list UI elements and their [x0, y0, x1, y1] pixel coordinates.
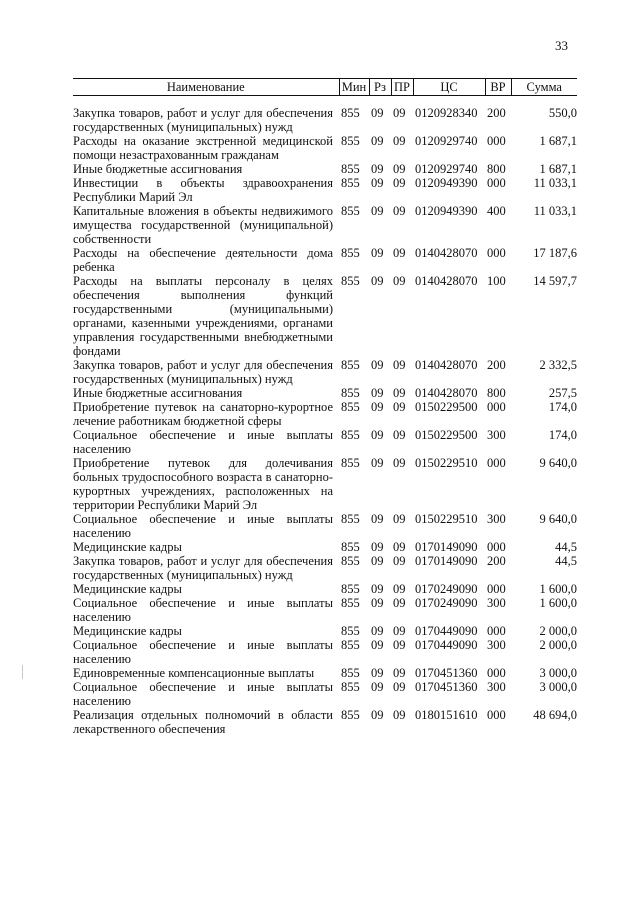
cell-name: Медицинские кадры — [73, 624, 182, 638]
column-header-min: Мин — [339, 79, 369, 96]
table-row — [73, 456, 577, 512]
cell-pr: 09 — [393, 400, 406, 414]
cell-name: Социальное обеспечение и иные выплаты населению — [73, 512, 333, 540]
column-header-rz: Рз — [369, 79, 391, 96]
cell-pr: 09 — [393, 134, 406, 148]
cell-sum: 2 000,0 — [539, 638, 577, 652]
cell-name: Приобретение путевок на санаторно-курортное лечение работникам бюджетной сферы — [73, 400, 333, 428]
cell-pr: 09 — [393, 708, 406, 722]
cell-vr: 000 — [487, 456, 506, 470]
cell-vr: 200 — [487, 554, 506, 568]
table-row — [73, 176, 577, 204]
cell-sum: 3 000,0 — [539, 666, 577, 680]
cell-min: 855 — [341, 666, 360, 680]
cell-cs: 0170451360 — [415, 680, 478, 694]
cell-pr: 09 — [393, 596, 406, 610]
table-row — [73, 428, 577, 456]
cell-rz: 09 — [371, 274, 384, 288]
cell-vr: 300 — [487, 596, 506, 610]
cell-cs: 0140428070 — [415, 386, 478, 400]
cell-sum: 174,0 — [548, 400, 577, 414]
cell-rz: 09 — [371, 554, 384, 568]
cell-rz: 09 — [371, 176, 384, 190]
cell-min: 855 — [341, 582, 360, 596]
table-row — [73, 582, 577, 596]
cell-cs: 0120929740 — [415, 134, 478, 148]
cell-vr: 000 — [487, 540, 506, 554]
scan-margin-mark — [22, 665, 23, 679]
budget-table — [73, 78, 577, 736]
cell-rz: 09 — [371, 540, 384, 554]
cell-cs: 0170149090 — [415, 540, 478, 554]
cell-min: 855 — [341, 540, 360, 554]
cell-min: 855 — [341, 554, 360, 568]
cell-min: 855 — [341, 386, 360, 400]
cell-cs: 0120929740 — [415, 162, 478, 176]
table-row — [73, 666, 577, 680]
cell-min: 855 — [341, 708, 360, 722]
cell-rz: 09 — [371, 428, 384, 442]
cell-cs: 0120949390 — [415, 176, 478, 190]
page-number: 33 — [555, 38, 568, 53]
cell-pr: 09 — [393, 456, 406, 470]
cell-name: Расходы на выплаты персоналу в целях обеспечения выполнения функций государственными (муниципальными) органами, казенными учреждениями, органами управления государственными внебюджетными фондами — [73, 274, 333, 358]
table-row — [73, 204, 577, 246]
cell-pr: 09 — [393, 358, 406, 372]
cell-min: 855 — [341, 176, 360, 190]
cell-min: 855 — [341, 274, 360, 288]
table-body — [73, 96, 577, 737]
cell-sum: 9 640,0 — [539, 456, 577, 470]
table-row — [73, 540, 577, 554]
cell-cs: 0150229500 — [415, 428, 478, 442]
cell-min: 855 — [341, 596, 360, 610]
cell-sum: 44,5 — [555, 540, 577, 554]
cell-cs: 0170249090 — [415, 596, 478, 610]
cell-rz: 09 — [371, 624, 384, 638]
table-row — [73, 708, 577, 736]
cell-vr: 000 — [487, 246, 506, 260]
table-row — [73, 512, 577, 540]
cell-name: Закупка товаров, работ и услуг для обеспечения государственных (муниципальных) нужд — [73, 106, 333, 134]
cell-cs: 0140428070 — [415, 274, 478, 288]
column-header-sum: Сумма — [511, 79, 577, 96]
cell-rz: 09 — [371, 582, 384, 596]
cell-vr: 100 — [487, 274, 506, 288]
cell-min: 855 — [341, 246, 360, 260]
table-row — [73, 386, 577, 400]
cell-name: Единовременные компенсационные выплаты — [73, 666, 315, 680]
cell-pr: 09 — [393, 274, 406, 288]
cell-sum: 1 600,0 — [539, 596, 577, 610]
cell-vr: 300 — [487, 680, 506, 694]
cell-pr: 09 — [393, 204, 406, 218]
cell-sum: 3 000,0 — [539, 680, 577, 694]
cell-pr: 09 — [393, 176, 406, 190]
cell-pr: 09 — [393, 666, 406, 680]
cell-rz: 09 — [371, 162, 384, 176]
cell-cs: 0120949390 — [415, 204, 478, 218]
cell-pr: 09 — [393, 428, 406, 442]
cell-pr: 09 — [393, 512, 406, 526]
cell-vr: 000 — [487, 400, 506, 414]
table-header — [73, 79, 577, 96]
cell-cs: 0120928340 — [415, 106, 478, 120]
cell-cs: 0150229510 — [415, 512, 478, 526]
cell-vr: 000 — [487, 582, 506, 596]
cell-sum: 11 033,1 — [533, 204, 577, 218]
cell-cs: 0140428070 — [415, 246, 478, 260]
column-header-vr: ВР — [485, 79, 511, 96]
cell-sum: 9 640,0 — [539, 512, 577, 526]
table-row — [73, 624, 577, 638]
cell-pr: 09 — [393, 624, 406, 638]
cell-pr: 09 — [393, 582, 406, 596]
table-row — [73, 274, 577, 358]
cell-name: Капитальные вложения в объекты недвижимого имущества государственной (муниципальной) собственности — [73, 204, 333, 246]
cell-sum: 174,0 — [548, 428, 577, 442]
cell-sum: 17 187,6 — [533, 246, 577, 260]
cell-rz: 09 — [371, 666, 384, 680]
cell-pr: 09 — [393, 540, 406, 554]
table-row — [73, 358, 577, 386]
cell-rz: 09 — [371, 512, 384, 526]
cell-sum: 44,5 — [555, 554, 577, 568]
cell-rz: 09 — [371, 134, 384, 148]
cell-vr: 800 — [487, 162, 506, 176]
cell-cs: 0170149090 — [415, 554, 478, 568]
cell-pr: 09 — [393, 162, 406, 176]
cell-pr: 09 — [393, 386, 406, 400]
cell-sum: 11 033,1 — [533, 176, 577, 190]
cell-rz: 09 — [371, 204, 384, 218]
column-header-pr: ПР — [391, 79, 413, 96]
cell-name: Социальное обеспечение и иные выплаты населению — [73, 680, 333, 708]
cell-vr: 400 — [487, 204, 506, 218]
cell-pr: 09 — [393, 554, 406, 568]
cell-min: 855 — [341, 680, 360, 694]
cell-vr: 300 — [487, 428, 506, 442]
cell-rz: 09 — [371, 596, 384, 610]
cell-vr: 200 — [487, 106, 506, 120]
cell-rz: 09 — [371, 358, 384, 372]
cell-vr: 800 — [487, 386, 506, 400]
cell-cs: 0170449090 — [415, 638, 478, 652]
cell-name: Медицинские кадры — [73, 582, 182, 596]
cell-name: Иные бюджетные ассигнования — [73, 162, 243, 176]
cell-name: Иные бюджетные ассигнования — [73, 386, 243, 400]
cell-name: Инвестиции в объекты здравоохранения Республики Марий Эл — [73, 176, 333, 204]
cell-rz: 09 — [371, 386, 384, 400]
cell-cs: 0170451360 — [415, 666, 478, 680]
cell-cs: 0170249090 — [415, 582, 478, 596]
column-header-name: Наименование — [73, 79, 339, 96]
cell-min: 855 — [341, 400, 360, 414]
cell-cs: 0150229510 — [415, 456, 478, 470]
cell-cs: 0140428070 — [415, 358, 478, 372]
table-row — [73, 162, 577, 176]
cell-name: Социальное обеспечение и иные выплаты населению — [73, 428, 333, 456]
cell-sum: 550,0 — [548, 106, 577, 120]
cell-name: Социальное обеспечение и иные выплаты населению — [73, 638, 333, 666]
cell-name: Медицинские кадры — [73, 540, 182, 554]
cell-min: 855 — [341, 624, 360, 638]
cell-min: 855 — [341, 162, 360, 176]
cell-cs: 0150229500 — [415, 400, 478, 414]
cell-rz: 09 — [371, 680, 384, 694]
table-row — [73, 246, 577, 274]
cell-name: Расходы на оказание экстренной медицинской помощи незастрахованным гражданам — [73, 134, 333, 162]
cell-name: Закупка товаров, работ и услуг для обеспечения государственных (муниципальных) нужд — [73, 358, 333, 386]
cell-name: Реализация отдельных полномочий в области лекарственного обеспечения — [73, 708, 333, 736]
column-header-cs: ЦС — [413, 79, 485, 96]
cell-vr: 000 — [487, 708, 506, 722]
cell-vr: 300 — [487, 638, 506, 652]
cell-vr: 200 — [487, 358, 506, 372]
table-row — [73, 680, 577, 708]
cell-rz: 09 — [371, 246, 384, 260]
cell-vr: 000 — [487, 134, 506, 148]
cell-cs: 0180151610 — [415, 708, 478, 722]
table-row — [73, 134, 577, 162]
cell-sum: 1 687,1 — [539, 134, 577, 148]
cell-sum: 48 694,0 — [533, 708, 577, 722]
cell-name: Социальное обеспечение и иные выплаты населению — [73, 596, 333, 624]
cell-vr: 000 — [487, 176, 506, 190]
cell-pr: 09 — [393, 246, 406, 260]
cell-rz: 09 — [371, 106, 384, 120]
cell-sum: 2 332,5 — [539, 358, 577, 372]
cell-vr: 300 — [487, 512, 506, 526]
cell-name: Закупка товаров, работ и услуг для обеспечения государственных (муниципальных) нужд — [73, 554, 333, 582]
cell-min: 855 — [341, 456, 360, 470]
cell-rz: 09 — [371, 400, 384, 414]
cell-sum: 1 600,0 — [539, 582, 577, 596]
cell-min: 855 — [341, 638, 360, 652]
cell-min: 855 — [341, 106, 360, 120]
cell-vr: 000 — [487, 666, 506, 680]
cell-cs: 0170449090 — [415, 624, 478, 638]
cell-name: Приобретение путевок для долечивания больных трудоспособного возраста в санаторно-курортных учреждениях, расположенных на территории Республики Марий Эл — [73, 456, 333, 512]
cell-sum: 14 597,7 — [533, 274, 577, 288]
cell-min: 855 — [341, 512, 360, 526]
cell-vr: 000 — [487, 624, 506, 638]
cell-sum: 257,5 — [548, 386, 577, 400]
cell-min: 855 — [341, 358, 360, 372]
cell-sum: 1 687,1 — [539, 162, 577, 176]
table-row — [73, 400, 577, 428]
cell-rz: 09 — [371, 456, 384, 470]
cell-name: Расходы на обеспечение деятельности дома ребенка — [73, 246, 333, 274]
table-row — [73, 554, 577, 582]
table-row — [73, 638, 577, 666]
table-row — [73, 596, 577, 624]
cell-rz: 09 — [371, 638, 384, 652]
cell-min: 855 — [341, 204, 360, 218]
cell-pr: 09 — [393, 638, 406, 652]
cell-pr: 09 — [393, 680, 406, 694]
cell-rz: 09 — [371, 708, 384, 722]
table-row — [73, 96, 577, 135]
cell-min: 855 — [341, 428, 360, 442]
cell-sum: 2 000,0 — [539, 624, 577, 638]
cell-min: 855 — [341, 134, 360, 148]
cell-pr: 09 — [393, 106, 406, 120]
